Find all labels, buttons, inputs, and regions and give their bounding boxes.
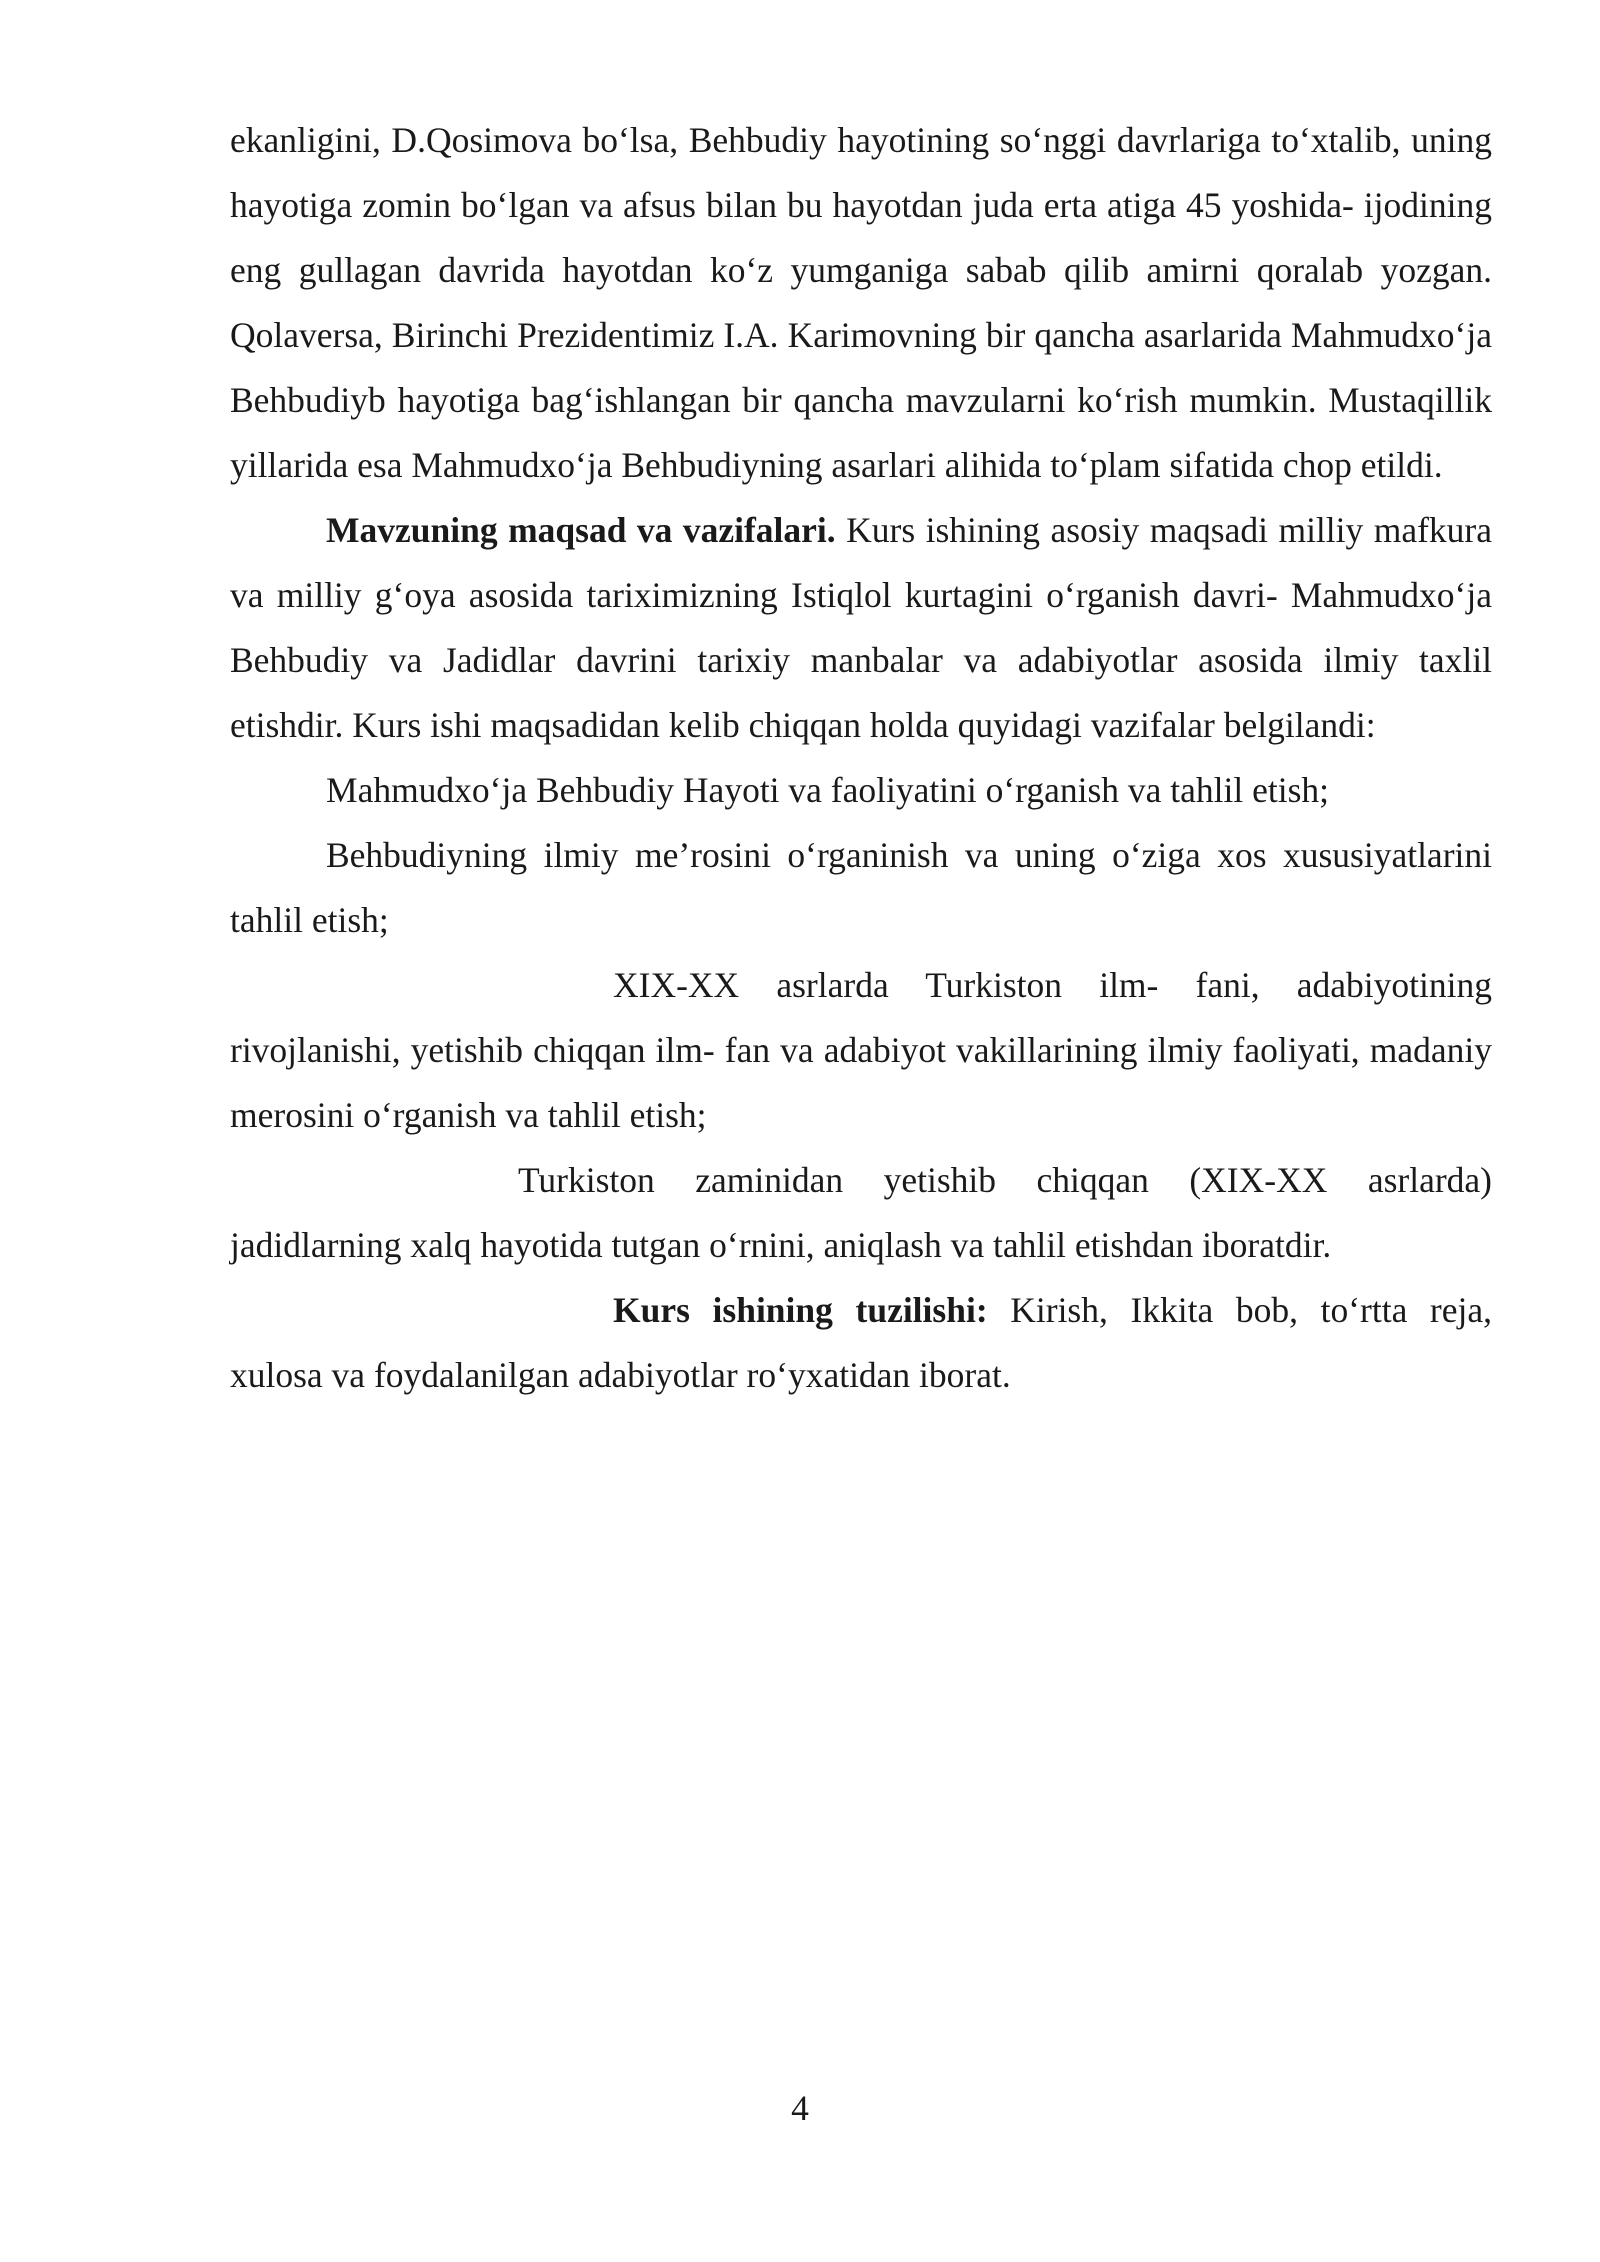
paragraph-goals xyxy=(230,498,1492,758)
paragraph-intro-continuation: ekanligini, D.Qosimova bo‘lsa, Behbudiy hayotining so‘nggi davrlariga to‘xtalib, uning hayotiga zomin bo‘lgan va afsus bilan bu hayotdan juda erta atiga 45 yoshida- ijodining eng gullagan davrida hayotdan ko‘z yumganiga sabab qilib amirni qoralab yozgan. Qolaversa, Birinchi Prezidentimiz I.A. Karimovning bir qancha asarlarida Mahmudxo‘ja Behbudiyb hayotiga bag‘ishlangan bir qancha mavzularni ko‘rish mumkin. Mustaqillik yillarida esa Mahmudxo‘ja Behbudiyning asarlari alihida to‘plam sifatida chop etildi. xyxy=(230,120,1492,485)
paragraph-structure xyxy=(230,1278,1492,1408)
task-item-4: Turkiston zaminidan yetishib chiqqan (XIX-XX asrlarda) jadidlarning xalq hayotida tutgan o‘rnini, aniqlash va tahlil etishdan iboratdir. xyxy=(230,1160,1492,1265)
document-body xyxy=(230,108,1492,1408)
task-item-3: XIX-XX asrlarda Turkiston ilm- fani, adabiyotining rivojlanishi, yetishib chiqqan ilm- fan va adabiyot vakillarining ilmiy faoliyati, madaniy merosini o‘rganish va tahlil etish; xyxy=(230,965,1492,1135)
goals-text: Kurs ishining asosiy maqsadi milliy mafkura va milliy g‘oya asosida tariximizning Istiqlol kurtagini o‘rganish davri- Mahmudxo‘ja Behbudiy va Jadidlar davrini tarixiy manbalar va adabiyotlar asosida ilmiy taxlil etishdir. Kurs ishi maqsadidan kelib chiqqan holda quyidagi vazifalar belgilandi: xyxy=(230,510,1492,745)
task-item-1: Mahmudxo‘ja Behbudiy Hayoti va faoliyatini o‘rganish va tahlil etish; xyxy=(326,770,1330,810)
heading-structure: Kurs ishining tuzilishi: xyxy=(613,1290,988,1330)
task-item-2: Behbudiyning ilmiy me’rosini o‘rganinish va uning o‘ziga xos xususiyatlarini tahlil etish; xyxy=(230,835,1492,940)
heading-goals-and-tasks: Mavzuning maqsad va vazifalari. xyxy=(326,510,836,550)
page-number: 4 xyxy=(791,2088,809,2128)
structure-text: Kirish, Ikkita bob, to‘rtta reja, xulosa va foydalanilgan adabiyotlar ro‘yxatidan iborat. xyxy=(230,1290,1492,1395)
